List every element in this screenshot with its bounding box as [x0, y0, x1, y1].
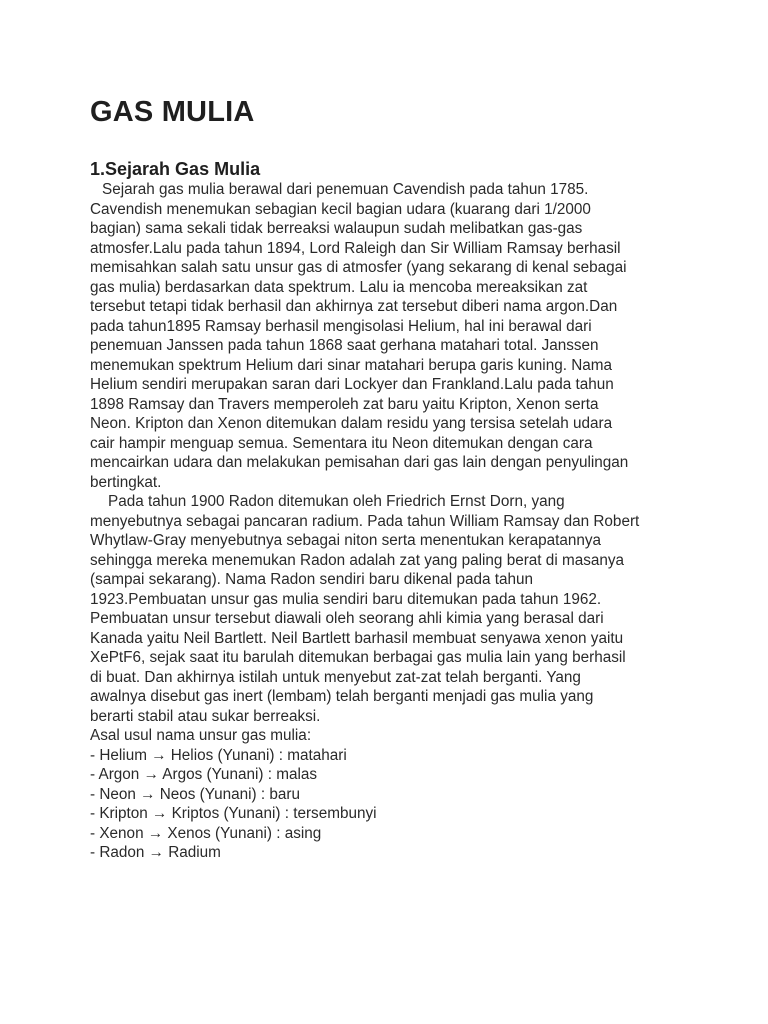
paragraph-2: [90, 492, 688, 726]
list-item: - Argon → Argos (Yunani) : malas: [90, 766, 318, 783]
paragraph-line: sehingga mereka menemukan Radon adalah zat yang paling berat di masanya: [90, 551, 625, 569]
paragraph-line: bagian) sama sekali tidak berreaksi walaupun sudah melibatkan gas-gas: [90, 220, 583, 237]
paragraph-line: 1898 Ramsay dan Travers memperoleh zat baru yaitu Kripton, Xenon serta: [90, 395, 599, 413]
paragraph-line: tersebut tetapi tidak berhasil dan akhirnya zat tersebut diberi nama argon.Dan: [90, 298, 618, 315]
list-item: - Xenon → Xenos (Yunani) : asing: [90, 824, 322, 842]
paragraph-line: mencairkan udara dan melakukan pemisahan dari gas lain dengan penyulingan: [90, 454, 629, 471]
paragraph-line: berarti stabil atau sukar berreaksi.: [90, 707, 321, 725]
paragraph-line: Cavendish menemukan sebagian kecil bagian udara (kuarang dari 1/2000: [90, 200, 591, 218]
paragraph-line: atmosfer.Lalu pada tahun 1894, Lord Raleigh dan Sir William Ramsay berhasil: [90, 239, 621, 257]
paragraph-line: Pembuatan unsur tersebut diawali oleh seorang ahli kimia yang berasal dari: [90, 610, 604, 627]
list-item: - Neon → Neos (Yunani) : baru: [90, 785, 301, 803]
paragraph-line: di buat. Dan akhirnya istilah untuk menyebut zat-zat telah berganti. Yang: [90, 668, 581, 686]
paragraph-line: Helium sendiri merupakan saran dari Lockyer dan Frankland.Lalu pada tahun: [90, 376, 614, 393]
paragraph-line: awalnya disebut gas inert (lembam) telah berganti menjadi gas mulia yang: [90, 688, 594, 705]
paragraph-1: [90, 180, 688, 492]
paragraph-line: (sampai sekarang). Nama Radon sendiri baru dikenal pada tahun: [90, 571, 534, 588]
paragraph-line: menemukan spektrum Helium dari sinar matahari berupa garis kuning. Nama: [90, 356, 613, 374]
paragraph-line: XePtF6, sejak saat itu barulah ditemukan berbagai gas mulia lain yang berhasil: [90, 649, 626, 666]
list-item: - Radon → Radium: [90, 844, 221, 861]
paragraph-line: menyebutnya sebagai pancaran radium. Pada tahun William Ramsay dan Robert: [90, 512, 640, 530]
list-item: - Helium → Helios (Yunani) : matahari: [90, 746, 347, 764]
paragraph-line: Sejarah gas mulia berawal dari penemuan Cavendish pada tahun 1785.: [102, 181, 589, 198]
paragraph-line: Neon. Kripton dan Xenon ditemukan dalam residu yang tersisa setelah udara: [90, 415, 613, 432]
paragraph-line: 1923.Pembuatan unsur gas mulia sendiri baru ditemukan pada tahun 1962.: [90, 590, 602, 608]
origin-list: [90, 746, 688, 863]
section-heading-sejarah: 1.Sejarah Gas Mulia: [90, 159, 261, 179]
paragraph-line: Whytlaw-Gray menyebutnya sebagai niton serta menentukan kerapatannya: [90, 532, 602, 549]
paragraph-line: penemuan Janssen pada tahun 1868 saat gerhana matahari total. Janssen: [90, 337, 599, 354]
paragraph-line: cair hampir menguap semua. Sementara itu Neon ditemukan dengan cara: [90, 434, 593, 452]
paragraph-line: Kanada yaitu Neil Bartlett. Neil Bartlett barhasil membuat senyawa xenon yaitu: [90, 629, 624, 647]
origin-list-intro: Asal usul nama unsur gas mulia:: [90, 727, 312, 744]
paragraph-line: Pada tahun 1900 Radon ditemukan oleh Friedrich Ernst Dorn, yang: [108, 493, 565, 510]
list-item: - Kripton → Kriptos (Yunani) : tersembunyi: [90, 805, 377, 822]
document-title: GAS MULIA: [90, 96, 255, 128]
paragraph-line: bertingkat.: [90, 473, 162, 491]
paragraph-line: memisahkan salah satu unsur gas di atmosfer (yang sekarang di kenal sebagai: [90, 259, 627, 276]
document-body: [90, 180, 688, 863]
paragraph-line: pada tahun1895 Ramsay berhasil mengisolasi Helium, hal ini berawal dari: [90, 317, 592, 335]
paragraph-line: gas mulia) berdasarkan data spektrum. Lalu ia mencoba mereaksikan zat: [90, 278, 588, 296]
